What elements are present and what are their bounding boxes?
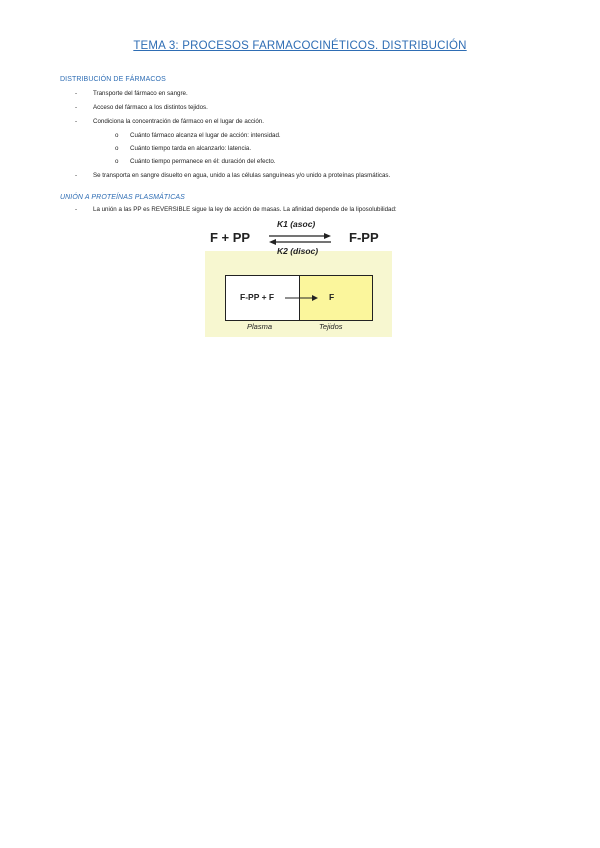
reaction-rhs: F-PP [349, 230, 379, 245]
k2-label: K2 (disoc) [277, 246, 319, 256]
dash-bullet: - [75, 104, 78, 111]
tejidos-compartment-label: F [329, 292, 335, 302]
plasma-caption: Plasma [247, 322, 273, 331]
list-item-text: Condiciona la concentración de fármaco en el lugar de acción. [93, 118, 264, 125]
sub-list-item-text: Cuánto tiempo permanece en él: duración del efecto. [130, 158, 276, 165]
circle-bullet: o [115, 158, 119, 165]
equilibrium-arrows-icon [267, 232, 333, 246]
k1-label: K1 (asoc) [277, 219, 316, 229]
plasma-compartment-label: F-PP + F [240, 292, 275, 302]
circle-bullet: o [115, 145, 119, 152]
dash-bullet: - [75, 90, 78, 97]
list-item-text: La unión a las PP es REVERSIBLE sigue la ley de acción de masas. La afinidad depende de la liposolubilidad: [93, 206, 397, 213]
list-item-text: Se transporta en sangre disuelto en agua, unido a las células sanguíneas y/o unido a proteínas plasmáticas. [93, 172, 391, 179]
circle-bullet: o [115, 132, 119, 139]
dash-bullet: - [75, 172, 78, 179]
page-title: TEMA 3: PROCESOS FARMACOCINÉTICOS. DISTRIBUCIÓN [133, 40, 467, 52]
list-item-text: Acceso del fármaco a los distintos tejidos. [93, 104, 208, 111]
section-heading-union-pp: UNIÓN A PROTEÍNAS PLASMÁTICAS [60, 194, 185, 201]
reaction-lhs: F + PP [210, 230, 251, 245]
sub-list-item-text: Cuánto fármaco alcanza el lugar de acción: intensidad. [130, 132, 281, 139]
arrow-right-icon [285, 294, 319, 302]
binding-diagram [205, 215, 395, 337]
tejidos-caption: Tejidos [319, 322, 343, 331]
section-heading-distribucion: DISTRIBUCIÓN DE FÁRMACOS [60, 76, 166, 83]
dash-bullet: - [75, 206, 78, 213]
list-item-text: Transporte del fármaco en sangre. [93, 90, 188, 97]
sub-list-item-text: Cuánto tiempo tarda en alcanzarlo: latencia. [130, 145, 252, 152]
dash-bullet: - [75, 118, 78, 125]
